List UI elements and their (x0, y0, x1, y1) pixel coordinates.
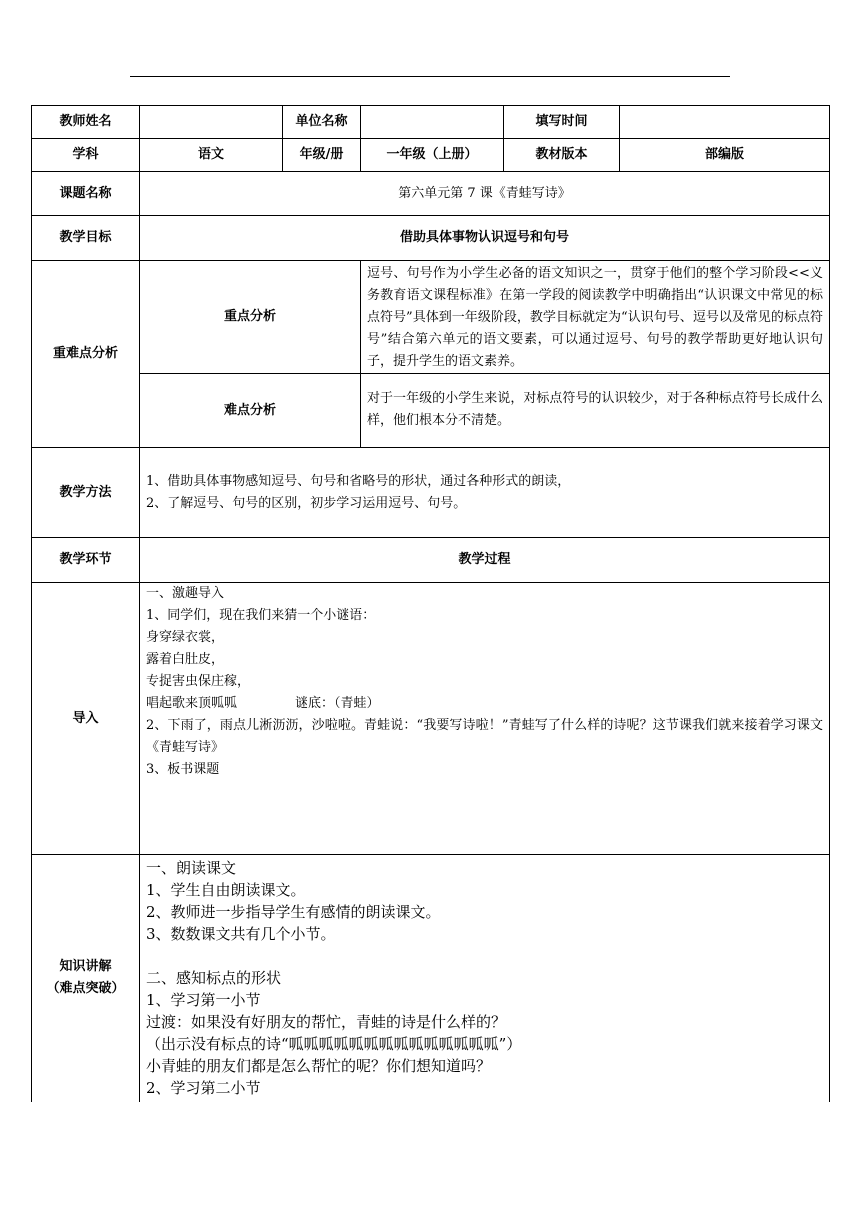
knowledge-label-cell (32, 855, 140, 1102)
knowledge-line: 过渡：如果没有好朋友的帮忙，青蛙的诗是什么样的？ (146, 1013, 507, 1031)
intro-line: 身穿绿衣裳， (146, 630, 225, 645)
title-value: 第六单元第 7 课《青蛙写诗》 (140, 172, 830, 216)
knowledge-line: 1、学习第一小节 (146, 991, 261, 1009)
method-row (32, 448, 830, 538)
key-analysis-row (32, 261, 830, 374)
intro-line: 专捉害虫保庄稼， (146, 674, 251, 689)
difficult-analysis-cell (361, 374, 830, 448)
fill-time-value (620, 106, 830, 139)
edition-label: 教材版本 (504, 139, 620, 172)
knowledge-line: （出示没有标点的诗“呱呱呱呱呱呱呱呱呱呱呱呱呱呱”） (146, 1035, 522, 1053)
process-header-row (32, 538, 830, 583)
header-row-1 (32, 106, 830, 139)
riddle-answer: 谜底：（青蛙） (295, 696, 380, 711)
teacher-name-label: 教师姓名 (32, 106, 140, 139)
method-line: 2、了解逗号、句号的区别，初步学习运用逗号、句号。 (146, 495, 467, 511)
knowledge-line: 二、感知标点的形状 (146, 969, 282, 987)
intro-cell (140, 583, 830, 855)
header-rule (130, 76, 730, 77)
fill-time-label: 填写时间 (504, 106, 620, 139)
knowledge-line: 一、朗读课文 (146, 859, 237, 877)
knowledge-label: 知识讲解 (59, 959, 112, 975)
difficult-analysis-row (32, 374, 830, 448)
knowledge-line: 1、学生自由朗读课文。 (146, 881, 306, 899)
analysis-label: 重难点分析 (32, 261, 140, 448)
unit-label: 单位名称 (283, 106, 361, 139)
goal-label: 教学目标 (32, 216, 140, 261)
key-analysis-label: 重点分析 (140, 261, 361, 374)
intro-line: 一、激趣导入 (146, 586, 225, 601)
lesson-plan-table (31, 105, 830, 1102)
intro-label: 导入 (32, 583, 140, 855)
intro-paragraph: 2、下雨了，雨点儿淅沥沥，沙啦啦。青蛙说：“我要写诗啦！”青蛙写了什么样的诗呢？这节课我们就来接着学习课文《青蛙写诗》 (146, 718, 823, 755)
intro-line: 3、板书课题 (146, 762, 220, 777)
subject-label: 学科 (32, 139, 140, 172)
riddle-line (146, 693, 823, 715)
method-cell (140, 448, 830, 538)
grade-value: 一年级（上册） (361, 139, 504, 172)
method-label: 教学方法 (32, 448, 140, 538)
teacher-name-value (140, 106, 283, 139)
stage-label: 教学环节 (32, 538, 140, 583)
riddle-last: 唱起歌来顶呱呱 (146, 696, 238, 711)
goal-value: 借助具体事物认识逗号和句号 (140, 216, 830, 261)
knowledge-sublabel: （难点突破） (46, 981, 125, 997)
intro-line: 1、同学们，现在我们来猜一个小谜语： (146, 608, 376, 623)
intro-line: 露着白肚皮， (146, 652, 225, 667)
goal-row (32, 216, 830, 261)
subject-value: 语文 (140, 139, 283, 172)
title-label: 课题名称 (32, 172, 140, 216)
difficult-analysis-text: 对于一年级的小学生来说，对标点符号的认识较少，对于各种标点符号长成什么样，他们根本分不清楚。 (367, 391, 823, 428)
difficult-analysis-label: 难点分析 (140, 374, 361, 448)
title-row (32, 172, 830, 216)
knowledge-cell (140, 855, 830, 1102)
knowledge-line: 3、数数课文共有几个小节。 (146, 925, 336, 943)
knowledge-line: 2、教师进一步指导学生有感情的朗读课文。 (146, 903, 441, 921)
knowledge-line: 2、学习第二小节 (146, 1079, 261, 1097)
grade-label: 年级/册 (283, 139, 361, 172)
knowledge-line: 小青蛙的朋友们都是怎么帮忙的呢？你们想知道吗？ (146, 1057, 492, 1075)
key-analysis-text: 逗号、句号作为小学生必备的语文知识之一，贯穿于他们的整个学习阶段<<义务教育语文课程标准》在第一学段的阅读教学中明确指出“认识课文中常见的标点符号”具体到一年级阶段，教学目标就定为“认识句号、逗号以及常见的标点符号”结合第六单元的语文要素，可以通过逗号、句号的教学帮助更好地认识句子，提升学生的语文素养。 (367, 266, 823, 369)
header-row-2 (32, 139, 830, 172)
unit-value (361, 106, 504, 139)
method-line: 1、借助具体事物感知逗号、句号和省略号的形状，通过各种形式的朗读， (146, 473, 571, 489)
knowledge-row (32, 855, 830, 1102)
edition-value: 部编版 (620, 139, 830, 172)
knowledge-blank-line (146, 945, 823, 967)
intro-row (32, 583, 830, 855)
process-label: 教学过程 (140, 538, 830, 583)
key-analysis-cell (361, 261, 830, 374)
